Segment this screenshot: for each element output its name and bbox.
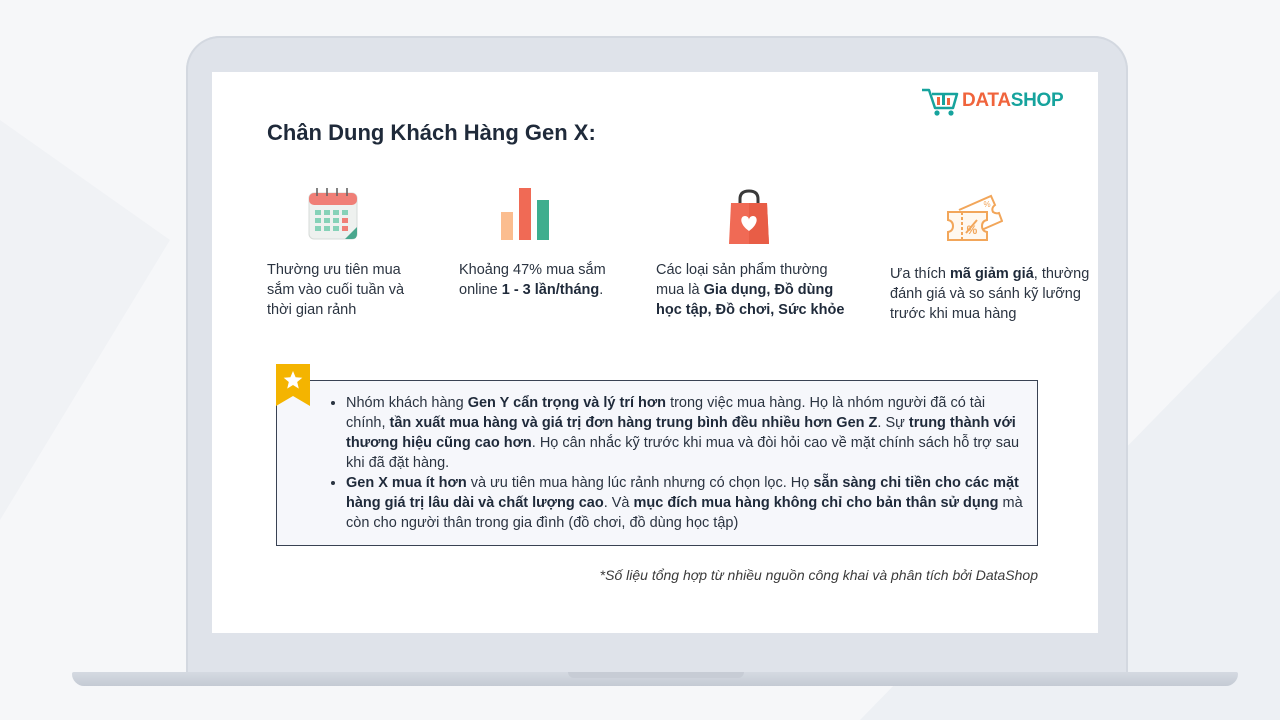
feature-text: , thường đánh giá và so sánh kỹ lưỡng trước khi mua hàng	[890, 266, 1090, 322]
feature-text: Khoảng 47% mua sắm online	[459, 262, 606, 298]
feature-highlight: Gia dụng, Đồ dùng học tập, Đồ chơi, Sức khỏe	[656, 282, 845, 318]
insight-item-gen-y	[346, 393, 1023, 473]
feature-text: Ưa thích	[890, 266, 950, 282]
insight-text: . Và	[603, 495, 634, 511]
shopping-bag-icon	[727, 189, 771, 245]
insight-text: mà còn cho người thân trong gia đình (đồ chơi, đồ dùng học tập)	[346, 495, 1023, 531]
insight-box	[276, 380, 1038, 546]
insight-item-gen-x	[346, 473, 1023, 533]
insight-highlight: Gen Y cẩn trọng và lý trí hơn	[467, 395, 667, 411]
shopping-cart-icon	[920, 84, 960, 118]
insight-highlight: Gen X mua ít hơn	[346, 475, 467, 491]
insight-text: . Sự	[877, 415, 909, 431]
star-bookmark-icon	[276, 364, 310, 406]
bar-chart-icon	[499, 186, 553, 240]
feature-highlight: mã giảm giá	[949, 266, 1034, 282]
page-title: Chân Dung Khách Hàng Gen X:	[267, 120, 596, 145]
insight-list	[329, 393, 1023, 533]
insight-text: trong việc mua hàng. Họ là nhóm người đã có tài chính,	[346, 395, 986, 431]
laptop-notch	[568, 672, 744, 678]
logo-text-shop: SHOP	[1010, 90, 1064, 111]
feature-text: Các loại sản phẩm thường mua là	[656, 262, 828, 298]
feature-online-frequency	[459, 260, 624, 300]
insight-text: Nhóm khách hàng	[346, 395, 468, 411]
svg-text:%: %	[983, 200, 991, 209]
slide-screen	[212, 72, 1098, 633]
insight-highlight: trung thành với thương hiệu cũng cao hơn	[346, 415, 1016, 451]
insight-highlight: mục đích mua hàng không chỉ cho bản thân sử dụng	[633, 495, 999, 511]
feature-weekend-shopping	[267, 260, 427, 320]
feature-text: Thường ưu tiên mua sắm vào cuối tuần và thời gian rảnh	[267, 262, 405, 318]
feature-product-categories	[656, 260, 856, 320]
logo-text	[962, 90, 1063, 112]
insight-text: . Họ cân nhắc kỹ trước khi mua và đòi hỏi cao về mặt chính sách hỗ trợ sau khi đã đặt hàng.	[346, 435, 1020, 471]
datashop-logo	[920, 84, 1063, 118]
insight-highlight: sẵn sàng chi tiền cho các mặt hàng giá trị lâu dài và chất lượng cao	[346, 475, 1019, 511]
insight-highlight: tần xuất mua hàng và giá trị đơn hàng trung bình đều nhiều hơn Gen Z	[389, 415, 878, 431]
feature-highlight: 1 - 3 lần/tháng	[501, 282, 600, 298]
source-footnote: *Số liệu tổng hợp từ nhiều nguồn công khai và phân tích bởi DataShop	[599, 567, 1038, 583]
logo-text-data: DATA	[962, 90, 1011, 111]
feature-text: .	[599, 282, 604, 298]
insight-text: và ưu tiên mua hàng lúc rảnh nhưng có chọn lọc. Họ	[466, 475, 814, 491]
discount-ticket-icon	[945, 192, 1003, 242]
calendar-icon	[308, 186, 358, 240]
feature-discount-codes	[890, 264, 1095, 324]
svg-text:%: %	[966, 223, 978, 237]
